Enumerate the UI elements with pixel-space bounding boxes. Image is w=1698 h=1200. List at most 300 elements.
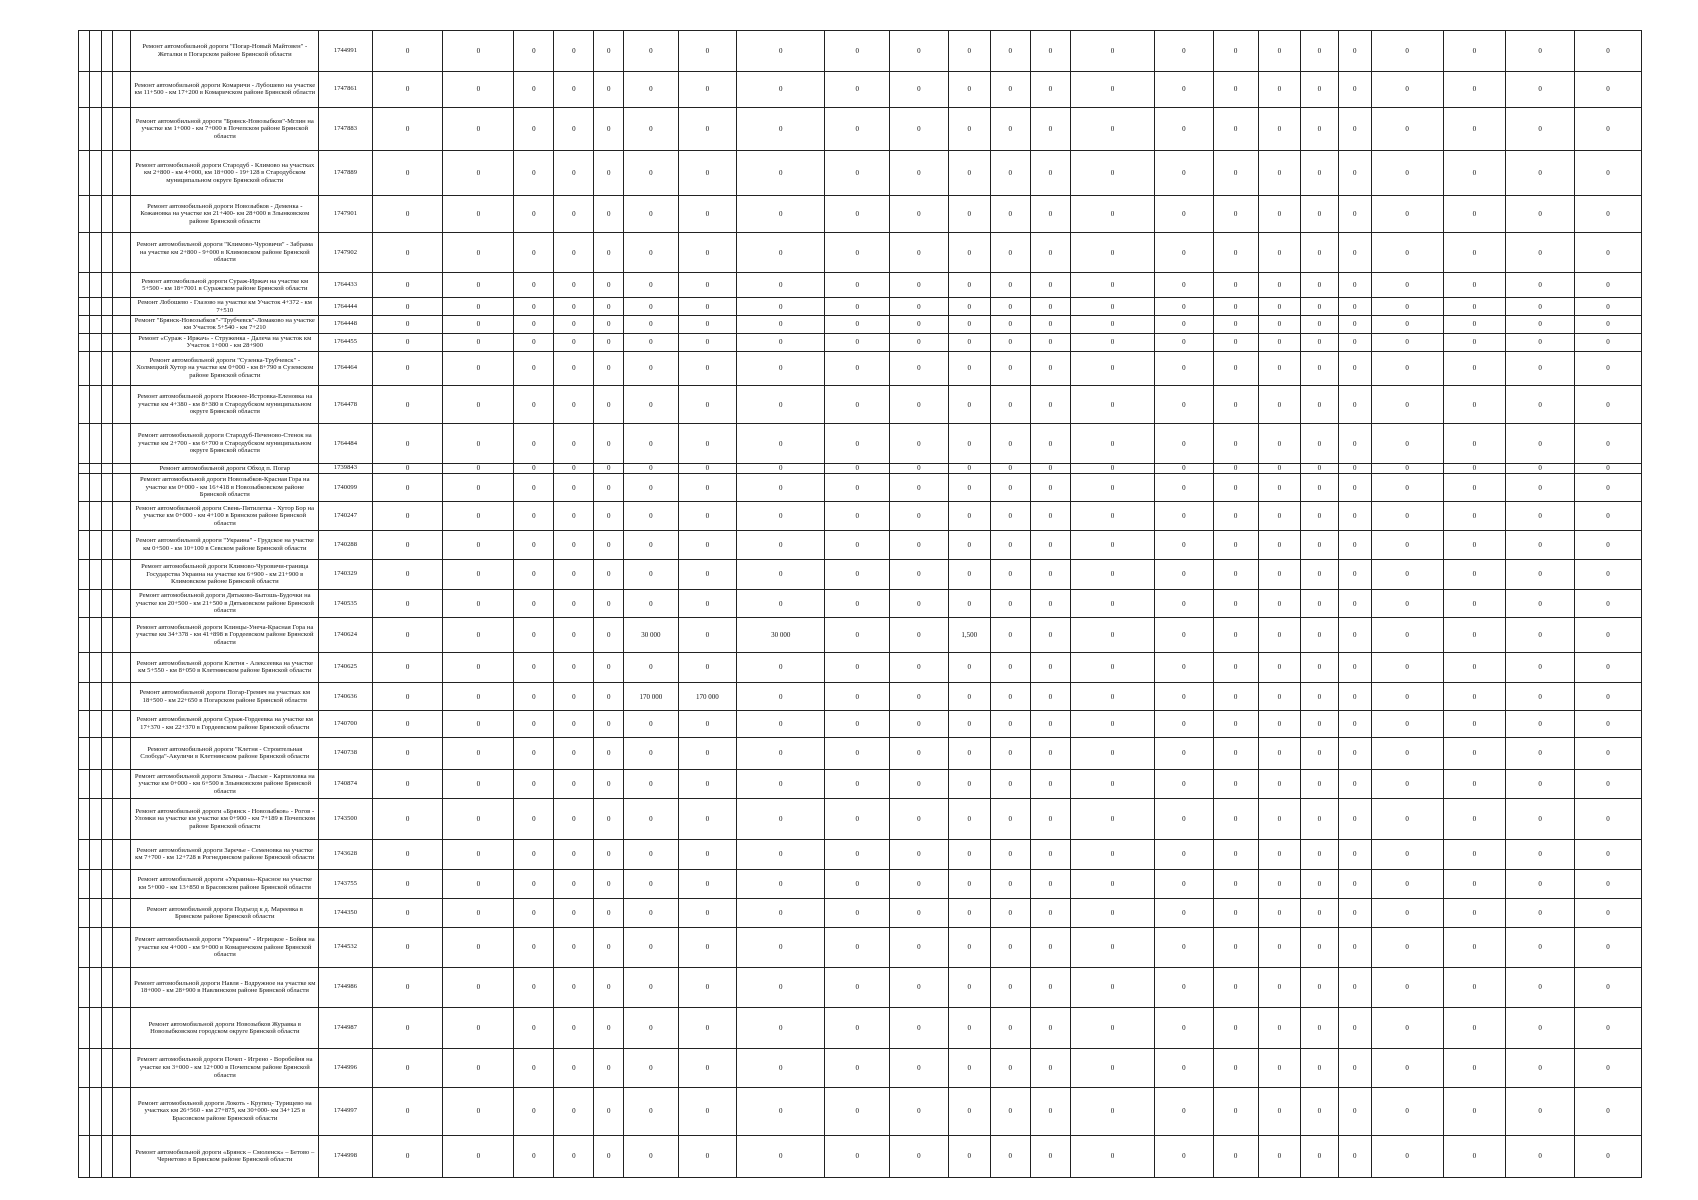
value-cell: 0 [1371,682,1443,711]
value-cell: 0 [678,463,737,473]
value-cell: 0 [443,737,514,769]
value-cell: 0 [1070,233,1154,273]
value-cell: 0 [1506,840,1575,870]
value-cell: 0 [1575,799,1642,840]
table-row [79,150,1642,195]
value-cell: 0 [1155,617,1214,652]
value-cell: 0 [678,108,737,151]
value-cell: 0 [948,590,990,618]
value-cell: 0 [372,769,443,799]
value-cell: 0 [1575,559,1642,590]
table-row [79,559,1642,590]
value-cell: 0 [554,108,594,151]
value-cell: 0 [1155,682,1214,711]
table-row [79,1049,1642,1088]
object-code-cell: 1764464 [319,351,372,385]
value-cell: 0 [678,333,737,351]
road-description-cell: Ремонт автомобильной дороги "Клетня - Строительная Слобода"-Акуличи в Клетнянском районе Брянской области [131,737,319,769]
value-cell: 0 [554,1008,594,1049]
value-cell: 0 [1155,711,1214,737]
value-cell: 0 [1443,967,1506,1008]
value-cell: 0 [514,799,554,840]
value-cell: 0 [1338,840,1371,870]
value-cell: 0 [1506,316,1575,334]
value-cell: 0 [825,233,890,273]
empty-cell [90,351,101,385]
empty-cell [101,899,112,928]
value-cell: 0 [678,799,737,840]
value-cell: 0 [1258,799,1300,840]
empty-cell [101,559,112,590]
value-cell: 0 [890,333,949,351]
value-cell: 0 [678,653,737,683]
value-cell: 0 [1338,711,1371,737]
object-code-cell: 1764455 [319,333,372,351]
empty-cell [101,711,112,737]
value-cell: 0 [1338,71,1371,107]
value-cell: 0 [1506,967,1575,1008]
value-cell: 0 [1506,711,1575,737]
value-cell: 0 [554,424,594,464]
value-cell: 1,500 [948,617,990,652]
value-cell: 0 [1506,559,1575,590]
value-cell: 0 [1506,769,1575,799]
value-cell: 0 [372,928,443,968]
value-cell: 0 [443,333,514,351]
value-cell: 0 [594,899,624,928]
value-cell: 0 [737,502,825,531]
value-cell: 0 [443,899,514,928]
value-cell: 0 [1300,899,1338,928]
value-cell: 0 [737,869,825,899]
value-cell: 0 [1155,298,1214,316]
value-cell: 0 [1371,351,1443,385]
value-cell: 0 [737,333,825,351]
value-cell: 0 [624,272,678,297]
empty-cell [79,298,90,316]
value-cell: 0 [990,1049,1030,1088]
empty-cell [79,385,90,424]
value-cell: 0 [1030,298,1070,316]
empty-cell [112,298,130,316]
value-cell: 0 [1258,928,1300,968]
value-cell: 0 [948,108,990,151]
empty-cell [101,967,112,1008]
value-cell: 0 [554,272,594,297]
value-cell: 0 [1371,928,1443,968]
value-cell: 0 [1575,590,1642,618]
value-cell: 0 [1155,769,1214,799]
value-cell: 0 [890,617,949,652]
value-cell: 0 [737,590,825,618]
value-cell: 0 [594,1049,624,1088]
value-cell: 0 [737,928,825,968]
value-cell: 0 [514,31,554,72]
value-cell: 0 [737,682,825,711]
value-cell: 0 [737,1135,825,1177]
empty-cell [90,150,101,195]
value-cell: 0 [1300,1087,1338,1135]
object-code-cell: 1744987 [319,1008,372,1049]
value-cell: 0 [1213,424,1258,464]
value-cell: 0 [514,463,554,473]
value-cell: 0 [1070,31,1154,72]
value-cell: 0 [948,233,990,273]
empty-cell [79,653,90,683]
value-cell: 0 [594,530,624,559]
value-cell: 0 [624,1087,678,1135]
value-cell: 0 [890,150,949,195]
empty-cell [112,31,130,72]
empty-cell [90,333,101,351]
value-cell: 0 [678,473,737,502]
value-cell: 0 [737,840,825,870]
object-code-cell: 1740700 [319,711,372,737]
value-cell: 0 [990,463,1030,473]
value-cell: 0 [1443,150,1506,195]
value-cell: 0 [890,590,949,618]
value-cell: 0 [594,31,624,72]
value-cell: 0 [554,351,594,385]
value-cell: 0 [890,424,949,464]
value-cell: 0 [948,899,990,928]
value-cell: 0 [1070,463,1154,473]
value-cell: 0 [514,502,554,531]
empty-cell [101,108,112,151]
value-cell: 0 [1155,233,1214,273]
empty-cell [112,1049,130,1088]
value-cell: 0 [1300,424,1338,464]
value-cell: 0 [594,1087,624,1135]
empty-cell [90,71,101,107]
value-cell: 0 [1155,31,1214,72]
value-cell: 0 [737,530,825,559]
empty-cell [90,769,101,799]
value-cell: 0 [825,769,890,799]
value-cell: 0 [443,196,514,233]
value-cell: 0 [678,1008,737,1049]
value-cell: 0 [1371,737,1443,769]
value-cell: 0 [1300,463,1338,473]
value-cell: 0 [1575,463,1642,473]
value-cell: 0 [554,316,594,334]
value-cell: 0 [1070,967,1154,1008]
empty-cell [79,869,90,899]
value-cell: 0 [1213,869,1258,899]
value-cell: 0 [624,928,678,968]
empty-cell [79,463,90,473]
value-cell: 0 [554,617,594,652]
value-cell: 0 [443,473,514,502]
value-cell: 0 [737,711,825,737]
value-cell: 0 [594,799,624,840]
empty-cell [101,869,112,899]
object-code-cell: 1764448 [319,316,372,334]
table-row [79,530,1642,559]
empty-cell [112,1087,130,1135]
value-cell: 0 [1506,473,1575,502]
empty-cell [90,530,101,559]
value-cell: 0 [1371,1008,1443,1049]
object-code-cell: 1747861 [319,71,372,107]
value-cell: 0 [1371,899,1443,928]
value-cell: 0 [737,473,825,502]
value-cell: 0 [1155,899,1214,928]
value-cell: 0 [1155,869,1214,899]
road-description-cell: Ремонт автомобильной дороги "Сузенка-Трубчевск" - Холмецкий Хутор на участке км 0+000 - км 8+790 в Суземском районе Брянской области [131,351,319,385]
value-cell: 0 [1443,1135,1506,1177]
value-cell: 0 [1155,559,1214,590]
value-cell: 0 [372,31,443,72]
value-cell: 0 [594,682,624,711]
object-code-cell: 1744996 [319,1049,372,1088]
table-row [79,617,1642,652]
value-cell: 0 [1213,1135,1258,1177]
value-cell: 0 [1213,272,1258,297]
value-cell: 0 [1070,840,1154,870]
value-cell: 0 [1258,196,1300,233]
value-cell: 0 [624,385,678,424]
value-cell: 0 [948,502,990,531]
table-row [79,928,1642,968]
value-cell: 0 [1030,840,1070,870]
value-cell: 0 [372,502,443,531]
empty-cell [112,737,130,769]
value-cell: 0 [948,653,990,683]
value-cell: 0 [1575,682,1642,711]
value-cell: 0 [1213,150,1258,195]
value-cell: 0 [1575,653,1642,683]
value-cell: 0 [948,272,990,297]
value-cell: 0 [1575,899,1642,928]
value-cell: 0 [1030,967,1070,1008]
value-cell: 0 [737,298,825,316]
value-cell: 0 [443,617,514,652]
value-cell: 0 [1443,463,1506,473]
value-cell: 0 [443,424,514,464]
value-cell: 0 [1213,967,1258,1008]
value-cell: 0 [1443,1049,1506,1088]
value-cell: 0 [443,150,514,195]
empty-cell [90,385,101,424]
value-cell: 0 [1213,840,1258,870]
value-cell: 0 [624,502,678,531]
table-row [79,351,1642,385]
value-cell: 0 [1300,473,1338,502]
empty-cell [101,590,112,618]
value-cell: 0 [1338,799,1371,840]
value-cell: 0 [737,653,825,683]
value-cell: 0 [1575,150,1642,195]
value-cell: 0 [554,869,594,899]
value-cell: 0 [624,769,678,799]
value-cell: 0 [1213,711,1258,737]
value-cell: 0 [990,1008,1030,1049]
table-row [79,737,1642,769]
value-cell: 0 [514,769,554,799]
value-cell: 0 [890,502,949,531]
empty-cell [90,1087,101,1135]
value-cell: 0 [1506,799,1575,840]
value-cell: 0 [1443,869,1506,899]
value-cell: 0 [1338,769,1371,799]
value-cell: 0 [443,840,514,870]
value-cell: 0 [1575,711,1642,737]
value-cell: 0 [554,590,594,618]
value-cell: 0 [1506,196,1575,233]
value-cell: 0 [1338,233,1371,273]
value-cell: 0 [1030,1087,1070,1135]
value-cell: 0 [1443,653,1506,683]
empty-cell [79,424,90,464]
value-cell: 0 [825,31,890,72]
empty-cell [79,590,90,618]
table-row [79,108,1642,151]
value-cell: 0 [1371,473,1443,502]
value-cell: 0 [1300,653,1338,683]
value-cell: 0 [737,196,825,233]
value-cell: 0 [372,530,443,559]
value-cell: 0 [678,298,737,316]
value-cell: 0 [554,71,594,107]
value-cell: 0 [1258,351,1300,385]
value-cell: 0 [825,316,890,334]
value-cell: 0 [1371,108,1443,151]
value-cell: 0 [1155,799,1214,840]
value-cell: 0 [1258,682,1300,711]
value-cell: 0 [825,869,890,899]
value-cell: 0 [948,196,990,233]
value-cell: 0 [1371,769,1443,799]
value-cell: 0 [678,1087,737,1135]
empty-cell [101,737,112,769]
empty-cell [112,196,130,233]
value-cell: 0 [825,108,890,151]
empty-cell [79,559,90,590]
value-cell: 0 [737,559,825,590]
value-cell: 0 [443,385,514,424]
value-cell: 0 [443,590,514,618]
value-cell: 0 [890,1135,949,1177]
value-cell: 0 [554,899,594,928]
value-cell: 0 [372,967,443,1008]
value-cell: 0 [1070,316,1154,334]
empty-cell [79,967,90,1008]
road-description-cell: Ремонт автомобильной дороги "Брянск-Новозыбков"-Мглин на участке км 1+000 - км 7+000 в Почепском районе Брянской области [131,108,319,151]
empty-cell [112,473,130,502]
object-code-cell: 1764484 [319,424,372,464]
value-cell: 0 [890,473,949,502]
empty-cell [79,737,90,769]
value-cell: 0 [737,385,825,424]
object-code-cell: 1743628 [319,840,372,870]
road-description-cell: Ремонт автомобильной дороги "Климово-Чуровичи" - Забрама на участке км 2+800 - 9+000 в Климовском районе Брянской области [131,233,319,273]
value-cell: 0 [1258,617,1300,652]
value-cell: 0 [1575,840,1642,870]
value-cell: 0 [1371,840,1443,870]
value-cell: 0 [1371,196,1443,233]
value-cell: 0 [1213,928,1258,968]
table-row [79,590,1642,618]
road-description-cell: Ремонт автомобильной дороги Подъезд к д. Мареевка в Брянском районе Брянской области [131,899,319,928]
empty-cell [112,559,130,590]
value-cell: 0 [1575,1049,1642,1088]
value-cell: 0 [1155,316,1214,334]
value-cell: 0 [554,385,594,424]
value-cell: 0 [1575,385,1642,424]
value-cell: 0 [443,869,514,899]
value-cell: 0 [890,769,949,799]
value-cell: 0 [1030,385,1070,424]
value-cell: 0 [624,196,678,233]
value-cell: 0 [1338,298,1371,316]
value-cell: 0 [624,1008,678,1049]
value-cell: 0 [1575,769,1642,799]
empty-cell [112,502,130,531]
value-cell: 0 [1338,590,1371,618]
value-cell: 0 [1338,150,1371,195]
value-cell: 0 [1443,233,1506,273]
value-cell: 0 [1443,71,1506,107]
value-cell: 0 [1070,473,1154,502]
object-code-cell: 1740636 [319,682,372,711]
empty-cell [101,463,112,473]
data-table [78,30,1642,1178]
value-cell: 0 [443,1087,514,1135]
value-cell: 0 [1213,653,1258,683]
empty-cell [90,928,101,968]
value-cell: 0 [948,71,990,107]
value-cell: 0 [1155,1087,1214,1135]
value-cell: 0 [1213,559,1258,590]
value-cell: 0 [372,385,443,424]
value-cell: 0 [948,711,990,737]
value-cell: 0 [990,590,1030,618]
value-cell: 0 [1443,737,1506,769]
value-cell: 0 [594,559,624,590]
value-cell: 0 [1258,333,1300,351]
empty-cell [90,463,101,473]
value-cell: 0 [514,150,554,195]
empty-cell [112,682,130,711]
value-cell: 0 [990,899,1030,928]
empty-cell [90,502,101,531]
value-cell: 0 [825,333,890,351]
empty-cell [90,967,101,1008]
value-cell: 0 [1030,617,1070,652]
value-cell: 0 [1338,196,1371,233]
empty-cell [90,617,101,652]
value-cell: 0 [554,840,594,870]
road-description-cell: Ремонт автомобильной дороги Свень-Пятилетка - Хутор Бор на участке км 0+000 - км 4+100 в Брянском районе Брянской области [131,502,319,531]
value-cell: 0 [624,711,678,737]
empty-cell [101,653,112,683]
value-cell: 0 [594,1135,624,1177]
empty-cell [90,799,101,840]
value-cell: 0 [1506,1008,1575,1049]
value-cell: 0 [1300,351,1338,385]
empty-cell [90,711,101,737]
value-cell: 0 [554,502,594,531]
value-cell: 0 [1258,1087,1300,1135]
object-code-cell: 1747883 [319,108,372,151]
value-cell: 0 [990,31,1030,72]
value-cell: 0 [890,196,949,233]
value-cell: 0 [372,590,443,618]
value-cell: 0 [1258,711,1300,737]
value-cell: 0 [948,799,990,840]
value-cell: 0 [1506,150,1575,195]
